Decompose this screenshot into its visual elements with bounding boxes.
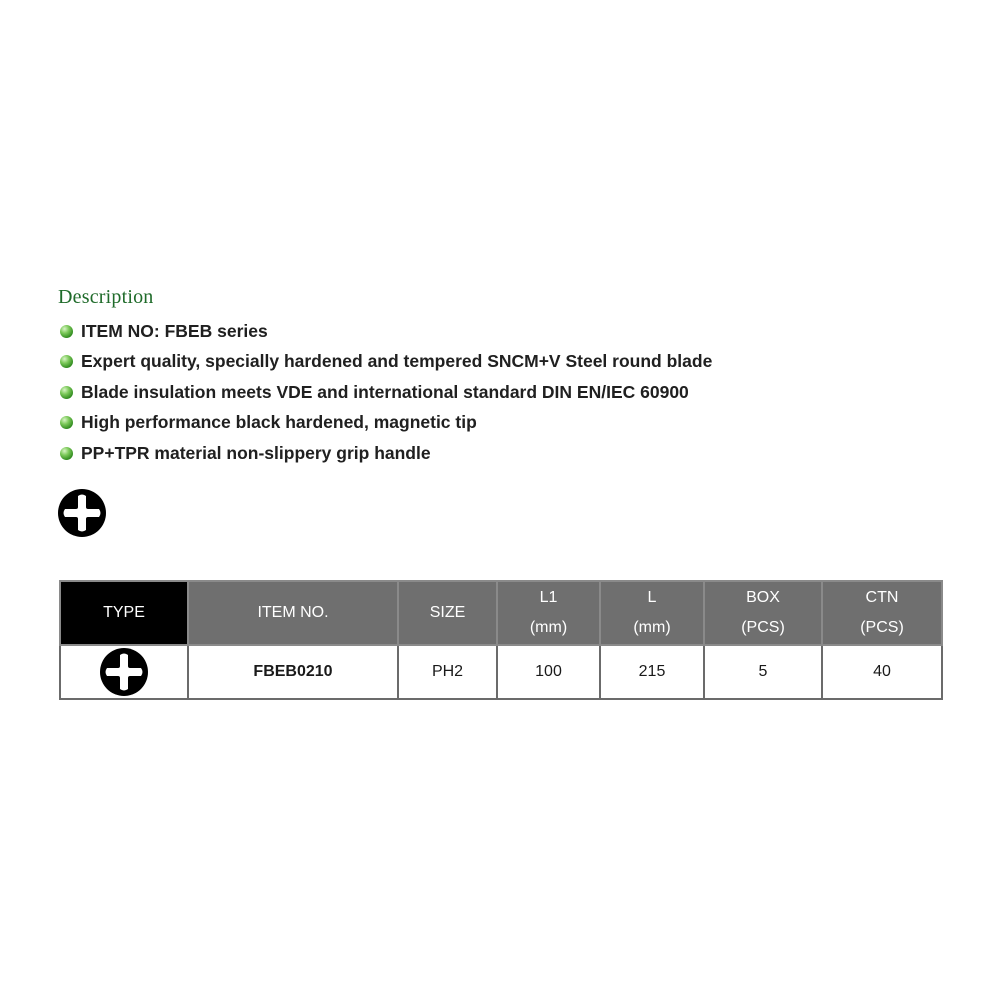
list-item — [60, 347, 712, 378]
column-header-l: L (mm) — [600, 581, 704, 645]
feature-text: Blade insulation meets VDE and international standard DIN EN/IEC 60900 — [81, 381, 689, 402]
spec-table — [59, 580, 943, 700]
feature-text: Expert quality, specially hardened and tempered SNCM+V Steel round blade — [81, 351, 713, 372]
type-cell — [60, 645, 188, 699]
feature-text: PP+TPR material non-slippery grip handle — [81, 442, 431, 463]
table-header-row — [60, 581, 942, 645]
column-header-box: BOX (PCS) — [704, 581, 822, 645]
column-header-ctn: CTN (PCS) — [822, 581, 942, 645]
feature-text: High performance black hardened, magnetic tip — [81, 412, 477, 433]
feature-text: ITEM NO: FBEB series — [81, 320, 268, 341]
green-bullet-icon — [60, 355, 73, 368]
list-item — [60, 438, 712, 469]
green-bullet-icon — [60, 386, 73, 399]
list-item — [60, 408, 712, 439]
box-cell: 5 — [704, 645, 822, 699]
item-no-cell: FBEB0210 — [188, 645, 398, 699]
phillips-cross-icon — [58, 489, 106, 537]
feature-list — [60, 316, 712, 469]
green-bullet-icon — [60, 447, 73, 460]
green-bullet-icon — [60, 416, 73, 429]
list-item — [60, 316, 712, 347]
phillips-cross-icon — [100, 648, 148, 696]
column-header-item-no: ITEM NO. — [188, 581, 398, 645]
green-bullet-icon — [60, 325, 73, 338]
column-header-size: SIZE — [398, 581, 497, 645]
size-cell: PH2 — [398, 645, 497, 699]
l1-cell: 100 — [497, 645, 600, 699]
table-row — [60, 645, 942, 699]
column-header-l1: L1 (mm) — [497, 581, 600, 645]
ctn-cell: 40 — [822, 645, 942, 699]
l-cell: 215 — [600, 645, 704, 699]
description-title: Description — [58, 286, 154, 308]
list-item — [60, 377, 712, 408]
column-header-type: TYPE — [60, 581, 188, 645]
